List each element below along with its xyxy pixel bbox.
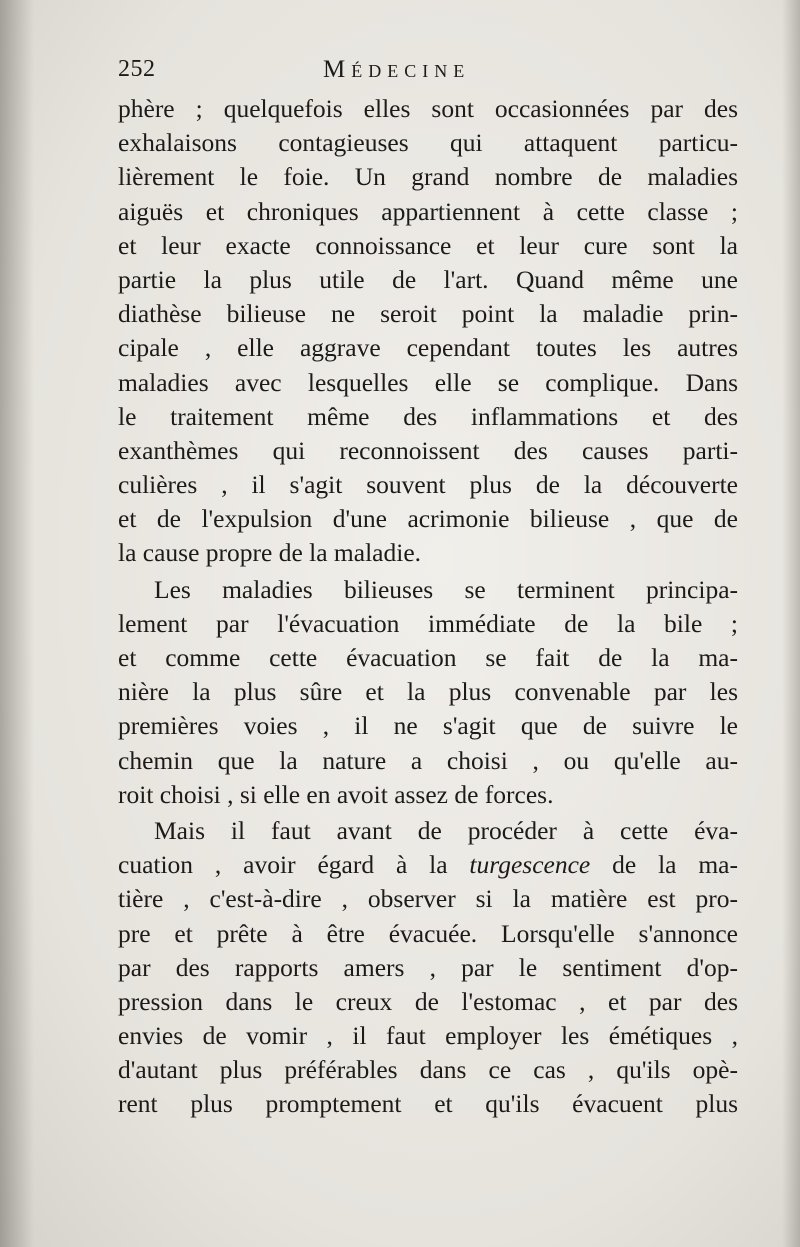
text-segment: cuation , avoir égard à la bbox=[118, 850, 448, 880]
running-title: Médecine bbox=[323, 56, 471, 83]
body-text bbox=[118, 92, 738, 1122]
text-line: rent plus promptement et qu'ils évacuent plus bbox=[118, 1089, 738, 1119]
spine-shadow bbox=[0, 0, 34, 1247]
page-edge-shadow bbox=[782, 0, 800, 1247]
text-line: et comme cette évacuation se fait de la ma- bbox=[118, 643, 738, 672]
text-segment: de la ma- bbox=[612, 850, 738, 880]
text-line: exhalaisons contagieuses qui attaquent particu- bbox=[118, 128, 738, 158]
text-line: chemin que la nature a choisi , ou qu'elle au- bbox=[118, 745, 738, 775]
text-line: culières , il s'agit souvent plus de la découverte bbox=[118, 470, 738, 500]
paragraph-first-line: Mais il faut avant de procéder à cette éva- bbox=[154, 815, 738, 845]
text-line: la cause propre de la maladie. bbox=[118, 538, 422, 568]
text-line: pression dans le creux de l'estomac , et par des bbox=[118, 986, 738, 1016]
text-line: par des rapports amers , par le sentiment d'op- bbox=[118, 952, 738, 982]
text-line: pre et prête à être évacuée. Lorsqu'elle s'annonce bbox=[118, 918, 738, 948]
text-line: le traitement même des inflammations et des bbox=[118, 401, 738, 431]
text-line: cipale , elle aggrave cependant toutes les autres bbox=[118, 333, 738, 363]
text-line: premières voies , il ne s'agit que de suivre le bbox=[118, 711, 738, 741]
text-line-with-italic bbox=[118, 848, 738, 882]
page-number: 252 bbox=[118, 56, 156, 82]
text-line: phère ; quelquefois elles sont occasionnées par des bbox=[118, 94, 738, 123]
text-line: maladies avec lesquelles elle se complique. Dans bbox=[118, 367, 738, 397]
italic-term: turgescence bbox=[469, 850, 591, 880]
text-line: aiguës et chroniques appartiennent à cette classe ; bbox=[118, 196, 738, 226]
text-line: nière la plus sûre et la plus convenable par les bbox=[118, 677, 738, 707]
text-line: envies de vomir , il faut employer les émétiques , bbox=[118, 1021, 738, 1051]
text-line: et leur exacte connoissance et leur cure sont la bbox=[118, 230, 738, 260]
page-header bbox=[118, 56, 738, 90]
text-line: partie la plus utile de l'art. Quand même une bbox=[118, 264, 738, 294]
text-line: exanthèmes qui reconnoissent des causes parti- bbox=[118, 435, 738, 465]
text-line: diathèse bilieuse ne seroit point la maladie prin- bbox=[118, 299, 738, 329]
text-line: roit choisi , si elle en avoit assez de forces. bbox=[118, 779, 554, 809]
text-line: lièrement le foie. Un grand nombre de maladies bbox=[118, 162, 738, 192]
text-line: tière , c'est-à-dire , observer si la matière est pro- bbox=[118, 884, 738, 914]
text-line: d'autant plus préférables dans ce cas , qu'ils opè- bbox=[118, 1055, 738, 1085]
text-line: et de l'expulsion d'une acrimonie bilieuse , que de bbox=[118, 504, 738, 534]
paragraph-first-line: Les maladies bilieuses se terminent principa- bbox=[154, 574, 738, 604]
text-line: lement par l'évacuation immédiate de la bile ; bbox=[118, 608, 738, 638]
